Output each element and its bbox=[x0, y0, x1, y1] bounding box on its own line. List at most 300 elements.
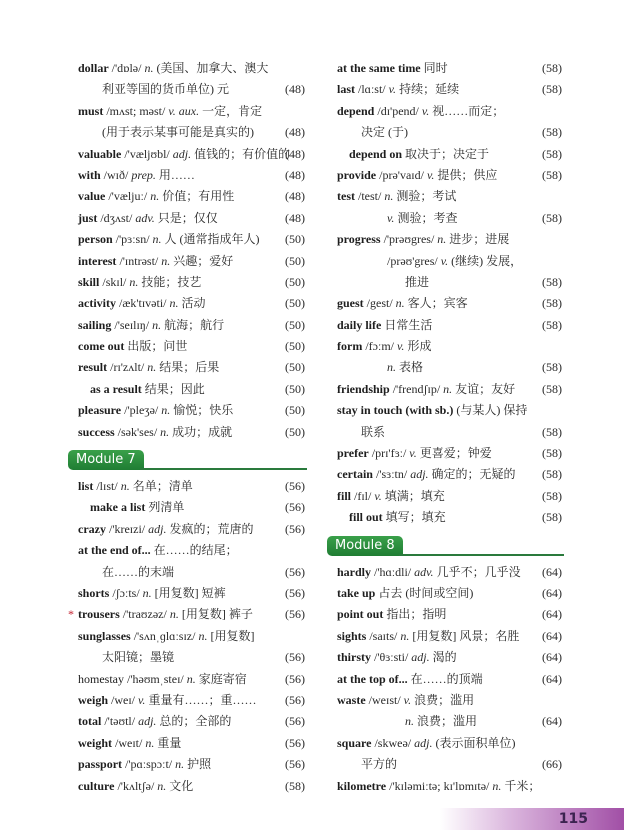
part-of-speech: n. bbox=[129, 274, 139, 289]
headword: thirsty bbox=[337, 650, 371, 665]
vocab-entry bbox=[337, 165, 562, 186]
page-reference: (50) bbox=[285, 424, 305, 439]
vocab-entry bbox=[78, 733, 305, 754]
phonetic: /'θɜːsti/ bbox=[371, 650, 412, 665]
definition: 用…… bbox=[155, 167, 195, 182]
definition: 几乎不；几乎没 bbox=[433, 564, 521, 579]
page-reference: (64) bbox=[542, 714, 562, 729]
definition: 只是；仅仅 bbox=[154, 210, 218, 225]
headword: at the same time bbox=[337, 61, 421, 75]
vocab-entry bbox=[78, 101, 305, 122]
page-reference: (56) bbox=[285, 500, 305, 515]
page-reference: (50) bbox=[285, 296, 305, 311]
definition: 列清单 bbox=[148, 500, 185, 515]
headword: person bbox=[78, 232, 113, 247]
page-reference: (56) bbox=[285, 564, 305, 579]
definition: 测验；考试 bbox=[393, 189, 457, 204]
page-reference: (58) bbox=[542, 317, 562, 332]
phonetic: /mʌst; məst/ bbox=[103, 103, 169, 118]
phonetic: /sək'ses/ bbox=[114, 424, 161, 439]
vocab-entry bbox=[68, 604, 305, 625]
page-reference: (50) bbox=[285, 381, 305, 396]
vocab-entry bbox=[337, 251, 562, 272]
phonetic: /'kʌltʃə/ bbox=[114, 778, 158, 793]
part-of-speech: n. bbox=[405, 714, 414, 729]
vocab-entry bbox=[78, 711, 305, 732]
headword: list bbox=[78, 479, 94, 494]
phonetic: /'prəʊgres/ bbox=[380, 232, 438, 247]
definition: 一定，肯定 bbox=[199, 103, 263, 118]
definition: [用复数] bbox=[207, 628, 255, 643]
page-reference: (56) bbox=[285, 479, 305, 494]
definition: 填满；填充 bbox=[381, 488, 445, 503]
headword: shorts bbox=[78, 585, 110, 600]
module-badge: Module 7 bbox=[68, 450, 144, 470]
part-of-speech: n. bbox=[142, 585, 152, 600]
definition: (美国、加拿大、澳大 bbox=[153, 61, 269, 75]
part-of-speech: adv. bbox=[414, 564, 434, 579]
headword: passport bbox=[78, 757, 123, 772]
headword: hardly bbox=[337, 564, 372, 579]
phonetic: /'həʊmˌsteɪ/ bbox=[124, 671, 187, 686]
phonetic: /'kɪləmiːtə; kɪ'lɒmɪtə/ bbox=[386, 778, 493, 793]
left-entries-bottom bbox=[68, 476, 305, 797]
phonetic: /weɪ/ bbox=[108, 692, 138, 707]
phonetic: /weɪst/ bbox=[365, 692, 404, 707]
vocab-entry bbox=[78, 626, 305, 647]
vocab-entry bbox=[78, 229, 305, 250]
page-reference: (50) bbox=[285, 339, 305, 354]
part-of-speech: n. bbox=[186, 671, 196, 686]
part-of-speech: n. bbox=[147, 360, 157, 375]
definition: 取决于；决定于 bbox=[405, 146, 490, 161]
module-8-header bbox=[337, 532, 562, 562]
page-reference: (58) bbox=[542, 210, 562, 225]
page-reference: (56) bbox=[285, 757, 305, 772]
page-reference: (64) bbox=[542, 671, 562, 686]
vocab-entry bbox=[78, 293, 305, 314]
left-column bbox=[68, 58, 305, 797]
part-of-speech: n. bbox=[384, 189, 394, 204]
headword: square bbox=[337, 735, 372, 750]
part-of-speech: adj. bbox=[411, 650, 430, 665]
headword: as a result bbox=[90, 381, 142, 396]
headword: valuable bbox=[78, 146, 122, 161]
phonetic: /'ɪntrəst/ bbox=[116, 253, 162, 268]
page-reference: (58) bbox=[542, 61, 562, 75]
part-of-speech: n. bbox=[169, 607, 179, 622]
page-reference: (64) bbox=[542, 585, 562, 600]
vocab-entry bbox=[337, 443, 562, 464]
definition: 浪费；滥用 bbox=[411, 692, 475, 707]
star-marker: * bbox=[68, 607, 74, 622]
part-of-speech: v. bbox=[403, 692, 412, 707]
right-entries-top bbox=[337, 58, 562, 529]
phonetic: /skweə/ bbox=[371, 735, 415, 750]
phonetic: /dʒʌst/ bbox=[97, 210, 136, 225]
part-of-speech: prep. bbox=[131, 167, 156, 182]
definition: 在……的末端 bbox=[102, 564, 175, 579]
definition: (与某人) 保持 bbox=[456, 403, 528, 418]
definition: 结果；因此 bbox=[144, 381, 205, 396]
vocab-entry bbox=[337, 604, 562, 625]
page-reference: (48) bbox=[285, 210, 305, 225]
part-of-speech: n. bbox=[120, 479, 130, 494]
vocab-entry bbox=[337, 486, 562, 507]
part-of-speech: n. bbox=[157, 778, 167, 793]
part-of-speech: n. bbox=[492, 778, 502, 793]
vocab-entry bbox=[78, 647, 305, 668]
part-of-speech: n. bbox=[152, 317, 162, 332]
phonetic: /'pleʒə/ bbox=[121, 403, 162, 418]
vocab-entry bbox=[78, 754, 305, 775]
headword: total bbox=[78, 714, 102, 729]
definition: 兴趣；爱好 bbox=[170, 253, 234, 268]
phonetic: /'pɑːspɔːt/ bbox=[122, 757, 176, 772]
right-column bbox=[337, 58, 562, 797]
definition: 出版；问世 bbox=[127, 339, 188, 354]
headword: at the end of... bbox=[78, 543, 151, 558]
vocab-entry bbox=[337, 647, 562, 668]
headword: stay in touch (with sb.) bbox=[337, 403, 454, 418]
page-reference: (50) bbox=[285, 232, 305, 247]
page-reference: (58) bbox=[542, 360, 562, 375]
phonetic: /æk'tɪvəti/ bbox=[116, 296, 170, 311]
definition: 家庭寄宿 bbox=[195, 671, 247, 686]
page-reference: (58) bbox=[542, 125, 562, 140]
page-reference: (64) bbox=[542, 650, 562, 665]
definition: 联系 bbox=[361, 424, 386, 439]
page-reference: (56) bbox=[285, 650, 305, 665]
part-of-speech: n. bbox=[161, 253, 171, 268]
vocab-entry bbox=[78, 144, 305, 165]
vocab-entry bbox=[78, 122, 305, 143]
vocab-entry bbox=[78, 476, 305, 497]
page-reference: (64) bbox=[542, 628, 562, 643]
page-reference: (58) bbox=[542, 296, 562, 311]
vocab-entry bbox=[337, 690, 562, 711]
module-7-header bbox=[78, 446, 305, 476]
headword: must bbox=[78, 103, 104, 118]
headword: just bbox=[78, 210, 98, 225]
phonetic: /'væljuː/ bbox=[105, 189, 151, 204]
vocab-entry bbox=[337, 507, 562, 528]
module-badge: Module 8 bbox=[327, 536, 403, 556]
phonetic: /fɪl/ bbox=[351, 488, 375, 503]
definition: 文化 bbox=[166, 778, 194, 793]
vocab-entry bbox=[78, 400, 305, 421]
definition: 值钱的；有价值的 bbox=[191, 146, 291, 161]
vocab-entry bbox=[78, 315, 305, 336]
phonetic: /fɔːm/ bbox=[362, 339, 397, 354]
vocab-entry bbox=[337, 336, 562, 357]
vocab-entry bbox=[337, 400, 562, 421]
part-of-speech: n. bbox=[437, 232, 447, 247]
phonetic: /lɑːst/ bbox=[355, 82, 389, 97]
vocab-entry bbox=[337, 669, 562, 690]
vocab-entry bbox=[78, 776, 305, 797]
part-of-speech: v. bbox=[138, 692, 146, 707]
page-reference: (48) bbox=[285, 189, 305, 204]
part-of-speech: v. bbox=[440, 253, 449, 268]
vocab-entry bbox=[337, 144, 562, 165]
part-of-speech: n. bbox=[161, 403, 171, 418]
page-reference: (56) bbox=[285, 714, 305, 729]
part-of-speech: v. bbox=[388, 82, 397, 97]
vocab-entry bbox=[337, 229, 562, 250]
definition: 占去 (时间或空间) bbox=[378, 585, 474, 600]
definition: 价值；有用性 bbox=[159, 189, 235, 204]
vocab-entry bbox=[337, 422, 562, 443]
headword: fill out bbox=[349, 510, 383, 525]
phonetic: /prɪ'fɜː/ bbox=[368, 446, 410, 461]
definition: 太阳镜；墨镜 bbox=[102, 650, 175, 665]
page-reference: (50) bbox=[285, 403, 305, 418]
definition: 日常生活 bbox=[384, 317, 433, 332]
part-of-speech: n. bbox=[198, 628, 208, 643]
headword: activity bbox=[78, 296, 116, 311]
vocab-entry bbox=[337, 379, 562, 400]
part-of-speech: n. bbox=[169, 296, 179, 311]
part-of-speech: v. aux. bbox=[168, 103, 200, 118]
headword: certain bbox=[337, 467, 373, 482]
vocab-entry bbox=[337, 272, 562, 293]
definition: 护照 bbox=[184, 757, 212, 772]
headword: sights bbox=[337, 628, 367, 643]
vocab-entry bbox=[337, 357, 562, 378]
definition: 填写；填充 bbox=[385, 510, 446, 525]
headword: come out bbox=[78, 339, 125, 354]
vocab-entry bbox=[337, 562, 562, 583]
vocab-entry bbox=[337, 733, 562, 754]
vocab-entry bbox=[78, 379, 305, 400]
part-of-speech: n. bbox=[395, 296, 405, 311]
vocab-entry bbox=[337, 315, 562, 336]
headword: waste bbox=[337, 692, 366, 707]
headword: weight bbox=[78, 735, 112, 750]
phonetic: /skɪl/ bbox=[99, 274, 130, 289]
vocab-entry bbox=[337, 101, 562, 122]
vocab-entry bbox=[337, 293, 562, 314]
part-of-speech: adj. bbox=[148, 521, 167, 536]
phonetic: /'væljʊbl/ bbox=[121, 146, 173, 161]
headword: provide bbox=[337, 167, 377, 182]
page-reference: (56) bbox=[285, 607, 305, 622]
vocab-entry bbox=[337, 464, 562, 485]
headword: progress bbox=[337, 232, 381, 247]
page-reference: (58) bbox=[542, 424, 562, 439]
part-of-speech: n. bbox=[160, 424, 170, 439]
phonetic: /'kreɪzi/ bbox=[105, 521, 149, 536]
page-reference: (56) bbox=[285, 521, 305, 536]
vocab-entry bbox=[337, 583, 562, 604]
module-divider bbox=[399, 554, 564, 556]
phonetic: /prə'vaɪd/ bbox=[376, 167, 427, 182]
definition: 测验；考查 bbox=[394, 210, 458, 225]
vocab-entry bbox=[78, 208, 305, 229]
vocab-entry bbox=[78, 251, 305, 272]
page-reference: (58) bbox=[285, 778, 305, 793]
headword: trousers bbox=[78, 607, 120, 622]
headword: interest bbox=[78, 253, 117, 268]
module-divider bbox=[140, 468, 307, 470]
page-reference: (58) bbox=[542, 510, 562, 525]
headword: form bbox=[337, 339, 363, 354]
headword: kilometre bbox=[337, 778, 387, 793]
page-reference: (48) bbox=[285, 167, 305, 182]
definition: 更喜爱；钟爱 bbox=[416, 446, 492, 461]
headword: test bbox=[337, 189, 355, 204]
vocab-entry bbox=[337, 754, 562, 775]
definition: 活动 bbox=[178, 296, 206, 311]
part-of-speech: v. bbox=[374, 488, 382, 503]
page-reference: (56) bbox=[285, 585, 305, 600]
vocab-entry bbox=[78, 540, 305, 561]
definition: 决定 (于) bbox=[361, 125, 408, 140]
definition: 指出；指明 bbox=[386, 607, 447, 622]
headword: point out bbox=[337, 607, 384, 622]
headword: guest bbox=[337, 296, 364, 311]
vocab-entry bbox=[78, 79, 305, 100]
headword: with bbox=[78, 167, 101, 182]
phonetic: /'frendʃɪp/ bbox=[389, 381, 444, 396]
part-of-speech: v. bbox=[397, 339, 405, 354]
vocab-entry bbox=[78, 669, 305, 690]
definition: 客人；宾客 bbox=[404, 296, 468, 311]
phonetic: /'traʊzəz/ bbox=[119, 607, 170, 622]
page-reference: (58) bbox=[542, 446, 562, 461]
definition: 总的；全部的 bbox=[156, 714, 232, 729]
part-of-speech: adj. bbox=[138, 714, 157, 729]
definition: 提供；供应 bbox=[434, 167, 498, 182]
headword: culture bbox=[78, 778, 115, 793]
definition: 愉悦；快乐 bbox=[170, 403, 234, 418]
phonetic: /lɪst/ bbox=[93, 479, 121, 494]
page-reference: (48) bbox=[285, 146, 305, 161]
page-reference: (58) bbox=[542, 167, 562, 182]
headword: success bbox=[78, 424, 115, 439]
phonetic: /prəʊ'gres/ bbox=[387, 253, 441, 268]
headword: skill bbox=[78, 274, 100, 289]
headword: take up bbox=[337, 585, 376, 600]
headword: depend on bbox=[349, 146, 403, 161]
definition: 浪费；滥用 bbox=[414, 714, 478, 729]
definition: 表格 bbox=[396, 360, 424, 375]
definition: 成功；成就 bbox=[169, 424, 233, 439]
vocab-entry bbox=[78, 497, 305, 518]
part-of-speech: adv. bbox=[135, 210, 155, 225]
vocab-entry bbox=[78, 690, 305, 711]
page-number: 115 bbox=[558, 811, 588, 827]
part-of-speech: v. bbox=[426, 167, 435, 182]
part-of-speech: n. bbox=[387, 360, 396, 375]
vocab-entry bbox=[78, 519, 305, 540]
headword: dollar bbox=[78, 61, 109, 75]
page-reference: (50) bbox=[285, 274, 305, 289]
page-reference: (64) bbox=[542, 564, 562, 579]
part-of-speech: v. bbox=[421, 103, 430, 118]
definition: 航海；航行 bbox=[161, 317, 225, 332]
phonetic: /weɪt/ bbox=[112, 735, 146, 750]
definition: (继续) 发展， bbox=[448, 253, 523, 268]
headword: value bbox=[78, 189, 106, 204]
headword: result bbox=[78, 360, 108, 375]
phonetic: /'seɪlɪŋ/ bbox=[111, 317, 153, 332]
definition: (用于表示某事可能是真实的) bbox=[102, 125, 254, 140]
left-entries-top bbox=[78, 58, 305, 443]
part-of-speech: n. bbox=[144, 61, 154, 75]
part-of-speech: adj. bbox=[410, 467, 429, 482]
definition: [用复数] 裤子 bbox=[178, 607, 253, 622]
page-reference: (56) bbox=[285, 692, 305, 707]
headword: prefer bbox=[337, 446, 369, 461]
definition: 渴的 bbox=[429, 650, 457, 665]
headword: last bbox=[337, 82, 355, 97]
headword: make a list bbox=[90, 500, 146, 515]
definition: 友谊；友好 bbox=[452, 381, 516, 396]
phonetic: /'sɜːtn/ bbox=[372, 467, 411, 482]
page-reference: (56) bbox=[285, 671, 305, 686]
definition: 在……的顶端 bbox=[410, 671, 483, 686]
definition: 视……而定； bbox=[429, 103, 505, 118]
definition: 人 (通常指成年人) bbox=[161, 232, 260, 247]
vocab-entry bbox=[78, 272, 305, 293]
vocab-entry bbox=[78, 562, 305, 583]
definition: [用复数] 短裤 bbox=[151, 585, 226, 600]
vocab-entry bbox=[337, 58, 562, 79]
headword: weigh bbox=[78, 692, 108, 707]
page-reference: (50) bbox=[285, 253, 305, 268]
definition: 在……的结尾； bbox=[153, 543, 238, 558]
definition: [用复数] 风景；名胜 bbox=[409, 628, 520, 643]
definition: 同时 bbox=[423, 61, 448, 75]
page-reference: (58) bbox=[542, 488, 562, 503]
definition: 技能；技艺 bbox=[138, 274, 202, 289]
definition: 重量有……；重…… bbox=[145, 692, 257, 707]
definition: (表示面积单位) bbox=[432, 735, 516, 750]
part-of-speech: n. bbox=[400, 628, 410, 643]
definition: 推进 bbox=[405, 274, 430, 289]
page-reference: (50) bbox=[285, 317, 305, 332]
phonetic: /gest/ bbox=[363, 296, 396, 311]
vocab-entry bbox=[337, 208, 562, 229]
definition: 形成 bbox=[404, 339, 432, 354]
phonetic: /'dɒlə/ bbox=[108, 61, 145, 75]
part-of-speech: v. bbox=[409, 446, 417, 461]
phonetic: /wɪð/ bbox=[100, 167, 132, 182]
part-of-speech: n. bbox=[150, 189, 160, 204]
page-reference: (66) bbox=[542, 757, 562, 772]
vocab-entry bbox=[78, 186, 305, 207]
headword: homestay bbox=[78, 671, 124, 686]
phonetic: /test/ bbox=[355, 189, 385, 204]
page-reference: (58) bbox=[542, 82, 562, 97]
page-reference: (64) bbox=[542, 607, 562, 622]
definition: 千米； bbox=[501, 778, 541, 793]
vocab-entry bbox=[337, 186, 562, 207]
page-reference: (56) bbox=[285, 735, 305, 750]
right-entries-bottom bbox=[337, 562, 562, 797]
vocab-entry bbox=[337, 711, 562, 732]
definition: 名单；清单 bbox=[129, 479, 193, 494]
vocab-entry bbox=[78, 357, 305, 378]
part-of-speech: adj. bbox=[172, 146, 192, 161]
phonetic: /dɪ'pend/ bbox=[374, 103, 422, 118]
part-of-speech: n. bbox=[145, 735, 155, 750]
part-of-speech: v. bbox=[387, 210, 395, 225]
phonetic: /'hɑːdli/ bbox=[371, 564, 415, 579]
page-reference: (58) bbox=[542, 274, 562, 289]
